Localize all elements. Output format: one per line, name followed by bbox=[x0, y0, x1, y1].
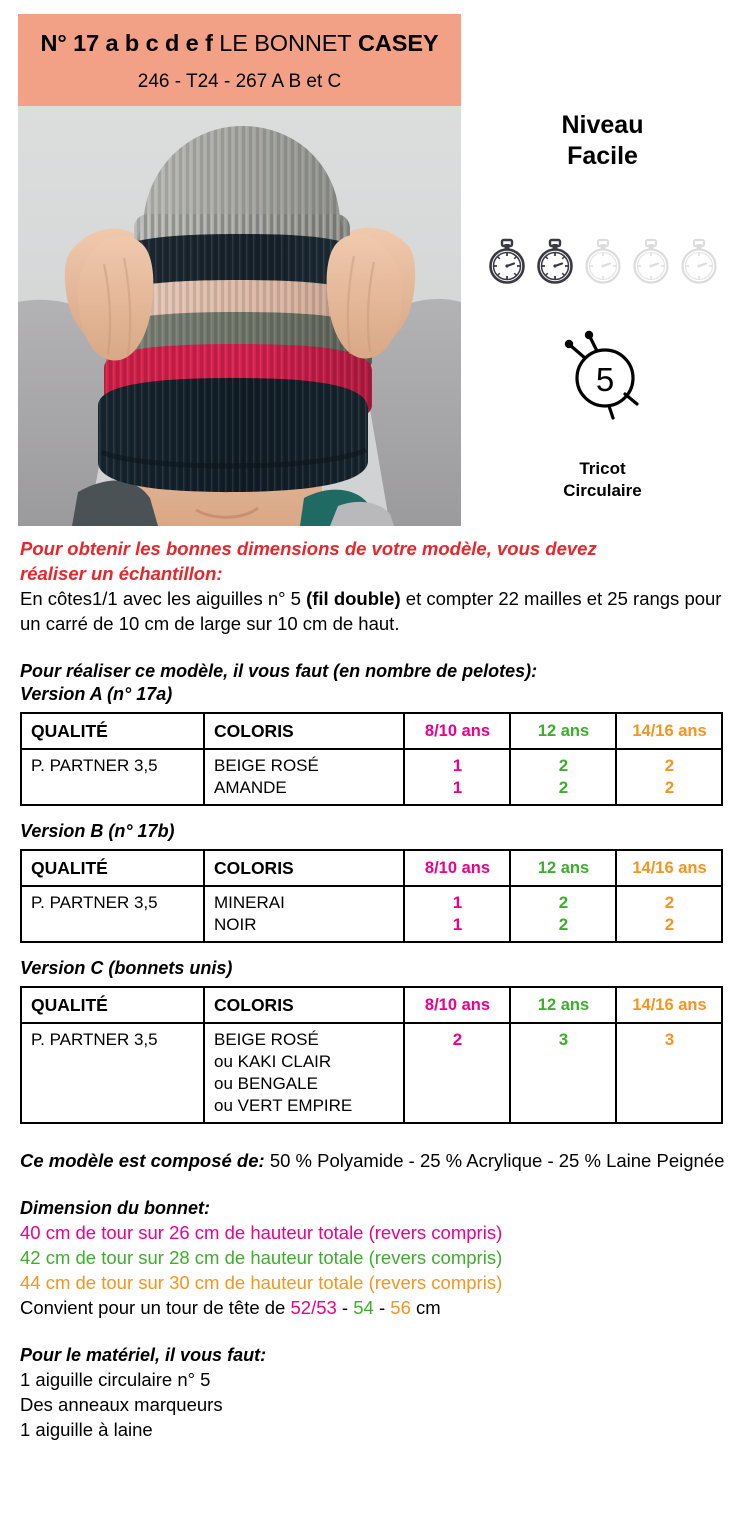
title-name-bold: CASEY bbox=[358, 30, 439, 56]
col-header-size-2: 12 ans bbox=[537, 722, 590, 740]
cell-value: 2 bbox=[664, 893, 675, 912]
col-header-size-1: 8/10 ans bbox=[424, 996, 491, 1014]
technique-line1: Tricot bbox=[579, 459, 626, 478]
level-heading-line2: Facile bbox=[567, 142, 638, 170]
document-body bbox=[20, 536, 726, 1442]
table-header-row bbox=[21, 987, 722, 1023]
cell-color: NOIR bbox=[214, 915, 257, 934]
col-header-size-1: 8/10 ans bbox=[424, 859, 491, 877]
stopwatch-icon-empty bbox=[678, 238, 720, 286]
table-header-row bbox=[21, 850, 722, 886]
col-header-size-2: 12 ans bbox=[537, 996, 590, 1014]
cell-value: 1 bbox=[452, 893, 463, 912]
gauge-heading bbox=[20, 536, 726, 586]
gauge-body-part1: En côtes1/1 avec les aiguilles n° 5 bbox=[20, 588, 307, 609]
head-value-size1: 52/53 bbox=[290, 1297, 337, 1318]
cell-value: 1 bbox=[452, 756, 463, 775]
cell-color: ou VERT EMPIRE bbox=[214, 1096, 353, 1115]
head-sep-2: - bbox=[373, 1297, 391, 1318]
cell-color: BEIGE ROSÉ bbox=[214, 1030, 319, 1049]
cell-color: ou BENGALE bbox=[214, 1074, 318, 1093]
head-prefix: Convient pour un tour de tête de bbox=[20, 1297, 291, 1318]
head-value-size2: 54 bbox=[353, 1297, 374, 1318]
stopwatch-icon-filled bbox=[486, 238, 528, 286]
cell-value: 3 bbox=[664, 1030, 675, 1049]
composition-paragraph bbox=[20, 1148, 726, 1173]
table-row bbox=[21, 886, 722, 942]
stopwatch-icon-empty bbox=[582, 238, 624, 286]
table-row bbox=[21, 749, 722, 805]
cell-value: 2 bbox=[558, 915, 569, 934]
technique-line2: Circulaire bbox=[563, 481, 642, 500]
table-row bbox=[21, 1023, 722, 1123]
difficulty-rating bbox=[461, 238, 744, 286]
cell-value: 2 bbox=[664, 778, 675, 797]
cell-color: BEIGE ROSÉ bbox=[214, 756, 319, 775]
table-header-row bbox=[21, 713, 722, 749]
col-header-size-3: 14/16 ans bbox=[632, 996, 707, 1014]
page-subtitle: 246 - T24 - 267 A B et C bbox=[137, 71, 342, 92]
cell-value: 3 bbox=[558, 1030, 569, 1049]
version-a-title: Version A (n° 17a) bbox=[20, 684, 173, 704]
cell-value: 2 bbox=[452, 1030, 463, 1049]
head-circumference-line bbox=[20, 1295, 726, 1320]
product-photo bbox=[18, 106, 461, 526]
level-heading bbox=[461, 110, 744, 172]
cell-value: 2 bbox=[558, 778, 569, 797]
material-item: 1 aiguille circulaire n° 5 bbox=[20, 1369, 211, 1390]
col-header-coloris: COLORIS bbox=[214, 995, 294, 1015]
head-sep-1: - bbox=[336, 1297, 354, 1318]
title-letters: a b c d e f bbox=[105, 30, 213, 56]
cell-value: 1 bbox=[452, 778, 463, 797]
cell-value: 2 bbox=[558, 893, 569, 912]
head-value-size3: 56 bbox=[390, 1297, 411, 1318]
stopwatch-icon-filled bbox=[534, 238, 576, 286]
needle-size-badge bbox=[461, 328, 744, 420]
col-header-size-3: 14/16 ans bbox=[632, 859, 707, 877]
photo-illustration bbox=[18, 106, 461, 526]
col-header-coloris: COLORIS bbox=[214, 858, 294, 878]
cell-value: 2 bbox=[558, 756, 569, 775]
level-panel bbox=[461, 106, 744, 530]
technique-label bbox=[461, 458, 744, 502]
stopwatch-icon-empty bbox=[630, 238, 672, 286]
dimensions-heading: Dimension du bonnet: bbox=[20, 1198, 210, 1218]
cell-value: 2 bbox=[664, 915, 675, 934]
title-number: N° 17 bbox=[40, 30, 100, 56]
cell-value: 2 bbox=[664, 756, 675, 775]
col-header-qualite: QUALITÉ bbox=[31, 858, 108, 878]
material-heading: Pour le matériel, il vous faut: bbox=[20, 1345, 267, 1365]
pelotes-table-version-c bbox=[20, 986, 723, 1124]
material-item: 1 aiguille à laine bbox=[20, 1419, 153, 1440]
col-header-size-1: 8/10 ans bbox=[424, 722, 491, 740]
material-item: Des anneaux marqueurs bbox=[20, 1394, 223, 1415]
gauge-heading-line1: Pour obtenir les bonnes dimensions de votre modèle, vous devez bbox=[20, 538, 597, 559]
cell-quality: P. PARTNER 3,5 bbox=[31, 756, 158, 775]
col-header-qualite: QUALITÉ bbox=[31, 721, 108, 741]
page-title bbox=[18, 30, 461, 56]
dimension-line-size1: 40 cm de tour sur 26 cm de hauteur totale (revers compris) bbox=[20, 1222, 503, 1243]
version-b-title: Version B (n° 17b) bbox=[20, 821, 175, 841]
col-header-qualite: QUALITÉ bbox=[31, 995, 108, 1015]
gauge-body bbox=[20, 586, 726, 636]
knitting-needles-icon bbox=[557, 328, 649, 420]
cell-value: 1 bbox=[452, 915, 463, 934]
gauge-body-bold: (fil double) bbox=[306, 588, 401, 609]
document-header-area bbox=[0, 0, 744, 530]
title-name-plain: LE BONNET bbox=[219, 30, 352, 56]
needle-size-value: 5 bbox=[595, 361, 614, 398]
col-header-size-3: 14/16 ans bbox=[632, 722, 707, 740]
level-heading-line1: Niveau bbox=[561, 111, 644, 139]
gauge-heading-line2: réaliser un échantillon: bbox=[20, 563, 223, 584]
pelotes-table-version-a bbox=[20, 712, 723, 806]
cell-color: AMANDE bbox=[214, 778, 287, 797]
col-header-size-2: 12 ans bbox=[537, 859, 590, 877]
gauge-body-part2: et compter 22 mailles et 25 rangs pour un carré de 10 cm de large sur 10 cm de haut. bbox=[20, 588, 722, 634]
composition-label: Ce modèle est composé de: bbox=[20, 1150, 265, 1171]
title-band bbox=[18, 14, 461, 106]
composition-value: 50 % Polyamide - 25 % Acrylique - 25 % Laine Peignée bbox=[264, 1150, 725, 1171]
col-header-coloris: COLORIS bbox=[214, 721, 294, 741]
pelotes-table-version-b bbox=[20, 849, 723, 943]
dimension-line-size3: 44 cm de tour sur 30 cm de hauteur totale (revers compris) bbox=[20, 1272, 503, 1293]
cell-quality: P. PARTNER 3,5 bbox=[31, 1030, 158, 1049]
cell-quality: P. PARTNER 3,5 bbox=[31, 893, 158, 912]
dimension-line-size2: 42 cm de tour sur 28 cm de hauteur totale (revers compris) bbox=[20, 1247, 503, 1268]
cell-color: MINERAI bbox=[214, 893, 285, 912]
version-c-title: Version C (bonnets unis) bbox=[20, 958, 233, 978]
cell-color: ou KAKI CLAIR bbox=[214, 1052, 332, 1071]
pelotes-heading: Pour réaliser ce modèle, il vous faut (en nombre de pelotes): bbox=[20, 661, 538, 681]
head-suffix: cm bbox=[410, 1297, 441, 1318]
